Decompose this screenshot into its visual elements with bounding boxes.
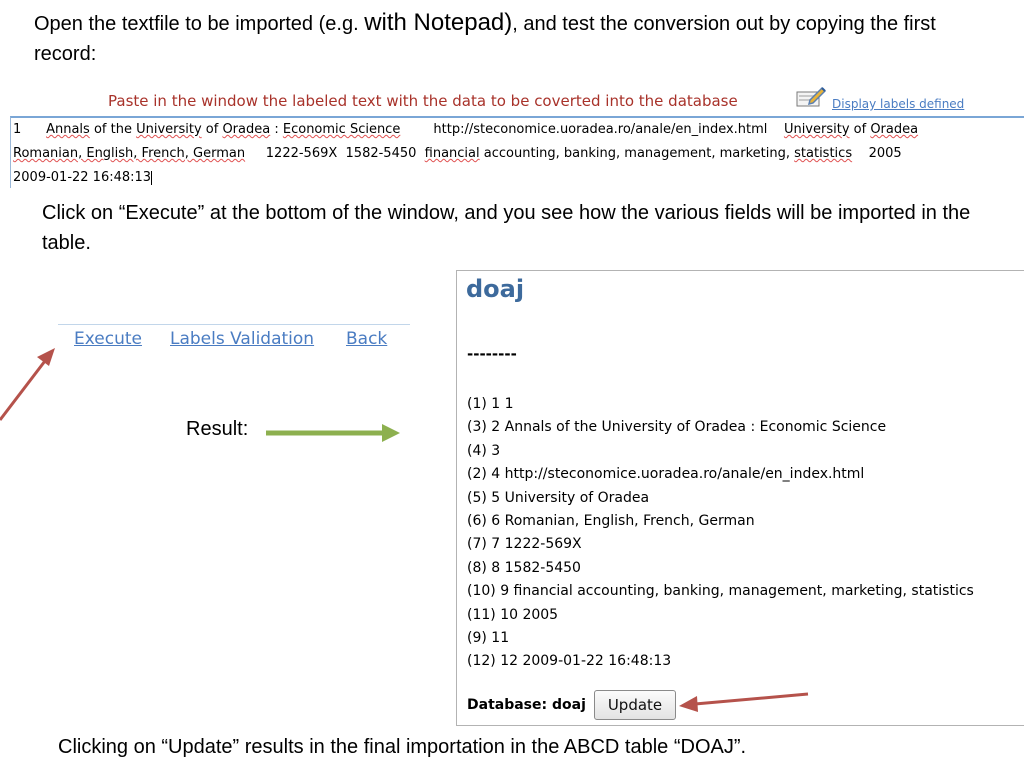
execute-instruction: Click on “Execute” at the bottom of the window, and you see how the various fields will be imported in the table. [42,202,971,254]
result-label: Result: [186,418,249,440]
result-row: (12) 12 2009-01-22 16:48:13 [467,653,672,670]
display-labels-link[interactable]: Display labels defined [832,97,965,111]
result-separator: -------- [467,345,517,363]
record-number: 1 [13,122,22,137]
text-run: of [849,122,871,137]
paste-area-header: Paste in the window the labeled text with the data to be coverted into the database [108,92,738,110]
intro-text-part1: Open the textfile to be imported (e.g. [34,13,365,35]
text-run: 1222-569X 1582-5450 [245,146,425,161]
text-run: of [201,122,223,137]
back-link[interactable]: Back [346,329,388,349]
text-word: statistics [794,146,853,161]
text-word: University [136,122,202,137]
text-run: 2005 [852,146,902,161]
text-run: http://steconomice.uoradea.ro/anale/en_index.html [400,122,784,137]
intro-text-emphasis: with Notepad) [364,9,513,36]
execute-link[interactable]: Execute [74,329,142,349]
result-row: (6) 6 Romanian, English, French, German [467,512,755,529]
text-word: financial [424,146,480,161]
result-row: (3) 2 Annals of the University of Oradea : Economic Science [467,419,887,436]
result-row: (7) 7 1222-569X [467,536,582,553]
result-row: (8) 8 1582-5450 [467,559,581,576]
result-row: (4) 3 [467,442,501,459]
text-run: 2009-01-22 16:48:13 [13,170,152,185]
update-button[interactable]: Update [594,690,676,720]
text-word: Romanian, English, French, German [13,146,246,161]
result-row: (2) 4 http://steconomice.uoradea.ro/anale/en_index.html [467,466,865,483]
intro-text-part2: , and test the conversion out by copying the first record: [34,13,936,65]
result-row: (5) 5 University of Oradea [467,489,650,506]
result-row: (11) 10 2005 [467,606,559,623]
green-arrow-to-result [266,424,400,442]
footer-instruction: Clicking on “Update” results in the final importation in the ABCD table “DOAJ”. [58,736,747,758]
text-word: Annals [46,122,90,137]
red-arrow-to-update [679,694,808,712]
text-word: Oradea [870,122,919,137]
text-word: Economic Science [282,122,401,137]
red-arrow-to-execute [0,348,55,420]
text-word: Oradea [222,122,271,137]
labels-validation-link[interactable]: Labels Validation [170,329,315,349]
result-panel-title: doaj [466,275,525,303]
result-row: (9) 11 [467,629,510,646]
text-run: accounting, banking, management, marketing, [479,146,795,161]
text-run: : [270,122,283,137]
text-word: University [783,122,850,137]
result-row: (1) 1 1 [467,396,514,412]
database-label: Database: doaj [467,697,586,713]
text-run: of the [89,122,137,137]
result-row: (10) 9 financial accounting, banking, management, marketing, statistics [467,583,974,600]
